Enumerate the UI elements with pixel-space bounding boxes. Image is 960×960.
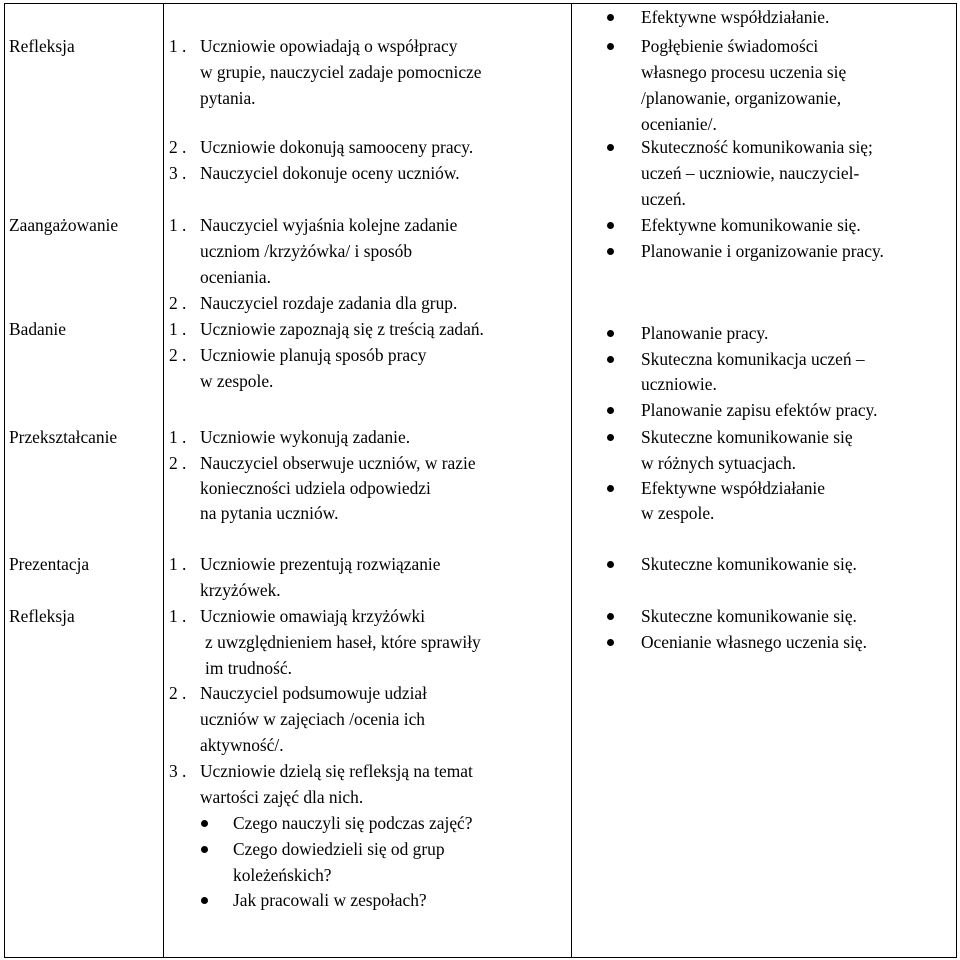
activity-text: na pytania uczniów. bbox=[200, 503, 339, 523]
activity-text: pytania. bbox=[200, 88, 256, 108]
outcome-text: Skuteczne komunikowanie się bbox=[641, 427, 853, 447]
activity-text: Nauczyciel rozdaje zadania dla grup. bbox=[200, 293, 458, 313]
outcome-text: uczniowie. bbox=[641, 374, 717, 394]
activity-text: Uczniowie planują sposób pracy bbox=[200, 345, 427, 365]
outcome-text: w różnych sytuacjach. bbox=[641, 453, 797, 473]
outcome-text: Efektywne współdziałanie bbox=[641, 478, 825, 498]
outcome-text: Planowanie zapisu efektów pracy. bbox=[641, 400, 878, 420]
outcome-text: Skuteczność komunikowania się; bbox=[641, 137, 873, 157]
activity-number: 2 . bbox=[169, 345, 187, 365]
activity-number: 1 . bbox=[169, 606, 187, 626]
column-divider-2 bbox=[571, 3, 572, 958]
activity-text: Uczniowie dokonują samooceny pracy. bbox=[200, 137, 474, 157]
bullet-icon bbox=[607, 407, 614, 414]
activity-number: 1 . bbox=[169, 319, 187, 339]
activity-text: uczniów w zajęciach /ocenia ich bbox=[200, 709, 425, 729]
activity-number: 1 . bbox=[169, 554, 187, 574]
table-border-left bbox=[4, 3, 5, 958]
bullet-icon bbox=[607, 222, 614, 229]
activity-text: w zespole. bbox=[200, 371, 274, 391]
phase-label: Prezentacja bbox=[9, 554, 90, 574]
bullet-icon bbox=[201, 820, 208, 827]
bullet-icon bbox=[607, 43, 614, 50]
phase-label: Zaangażowanie bbox=[9, 215, 119, 235]
activity-text: Uczniowie opowiadają o współpracy bbox=[200, 36, 458, 56]
outcome-text: /planowanie, organizowanie, bbox=[641, 88, 842, 108]
activity-number: 2 . bbox=[169, 137, 187, 157]
activity-text: konieczności udziela odpowiedzi bbox=[200, 478, 431, 498]
table-border-right bbox=[956, 3, 957, 958]
outcome-text: Skuteczna komunikacja uczeń – bbox=[641, 349, 865, 369]
outcome-text: Efektywne współdziałanie. bbox=[641, 7, 830, 27]
outcome-text: Planowanie i organizowanie pracy. bbox=[641, 241, 884, 261]
activity-text: aktywność/. bbox=[200, 735, 284, 755]
outcome-text: Skuteczne komunikowanie się. bbox=[641, 554, 857, 574]
activity-number: 1 . bbox=[169, 427, 187, 447]
outcome-text: w zespole. bbox=[641, 503, 715, 523]
question-text: Jak pracowali w zespołach? bbox=[233, 890, 427, 910]
activity-text: Uczniowie prezentują rozwiązanie bbox=[200, 554, 441, 574]
question-text: koleżeńskich? bbox=[233, 865, 332, 885]
outcome-text: Efektywne komunikowanie się. bbox=[641, 215, 861, 235]
bullet-icon bbox=[607, 485, 614, 492]
table-border-bottom bbox=[4, 957, 957, 958]
bullet-icon bbox=[607, 434, 614, 441]
activity-text: krzyżówek. bbox=[200, 580, 281, 600]
bullet-icon bbox=[607, 330, 614, 337]
bullet-icon bbox=[201, 897, 208, 904]
activity-number: 3 . bbox=[169, 761, 187, 781]
outcome-text: własnego procesu uczenia się bbox=[641, 62, 847, 82]
activity-text: z uwzględnieniem haseł, które sprawiły bbox=[205, 632, 481, 652]
outcome-text: Pogłębienie świadomości bbox=[641, 36, 819, 56]
outcome-text: uczeń. bbox=[641, 189, 686, 209]
outcome-text: uczeń – uczniowie, nauczyciel- bbox=[641, 163, 860, 183]
activity-text: im trudność. bbox=[205, 658, 292, 678]
bullet-icon bbox=[607, 144, 614, 151]
bullet-icon bbox=[607, 561, 614, 568]
activity-text: Nauczyciel dokonuje oceny uczniów. bbox=[200, 163, 460, 183]
outcome-text: Planowanie pracy. bbox=[641, 323, 769, 343]
activity-text: Uczniowie zapoznają się z treścią zadań. bbox=[200, 319, 484, 339]
bullet-icon bbox=[607, 14, 614, 21]
question-text: Czego nauczyli się podczas zajęć? bbox=[233, 813, 473, 833]
phase-label: Badanie bbox=[9, 319, 66, 339]
activity-number: 3 . bbox=[169, 163, 187, 183]
activity-number: 2 . bbox=[169, 683, 187, 703]
phase-label: Refleksja bbox=[9, 606, 75, 626]
activity-number: 1 . bbox=[169, 36, 187, 56]
bullet-icon bbox=[607, 613, 614, 620]
activity-number: 2 . bbox=[169, 293, 187, 313]
phase-label: Przekształcanie bbox=[9, 427, 118, 447]
bullet-icon bbox=[607, 356, 614, 363]
activity-text: wartości zajęć dla nich. bbox=[200, 787, 364, 807]
activity-text: Uczniowie wykonują zadanie. bbox=[200, 427, 411, 447]
activity-text: Nauczyciel wyjaśnia kolejne zadanie bbox=[200, 215, 458, 235]
bullet-icon bbox=[607, 248, 614, 255]
activity-text: w grupie, nauczyciel zadaje pomocnicze bbox=[200, 62, 482, 82]
activity-number: 1 . bbox=[169, 215, 187, 235]
outcome-text: Ocenianie własnego uczenia się. bbox=[641, 632, 867, 652]
bullet-icon bbox=[607, 639, 614, 646]
activity-number: 2 . bbox=[169, 453, 187, 473]
bullet-icon bbox=[201, 846, 208, 853]
activity-text: Uczniowie dzielą się refleksją na temat bbox=[200, 761, 473, 781]
phase-label: Refleksja bbox=[9, 36, 75, 56]
outcome-text: Skuteczne komunikowanie się. bbox=[641, 606, 857, 626]
activity-text: Nauczyciel podsumowuje udział bbox=[200, 683, 427, 703]
activity-text: Uczniowie omawiają krzyżówki bbox=[200, 606, 426, 626]
column-divider-1 bbox=[163, 3, 164, 958]
activity-text: Nauczyciel obserwuje uczniów, w razie bbox=[200, 453, 476, 473]
activity-text: uczniom /krzyżówka/ i sposób bbox=[200, 241, 413, 261]
outcome-text: ocenianie/. bbox=[641, 114, 717, 134]
activity-text: oceniania. bbox=[200, 267, 271, 287]
question-text: Czego dowiedzieli się od grup bbox=[233, 839, 445, 859]
